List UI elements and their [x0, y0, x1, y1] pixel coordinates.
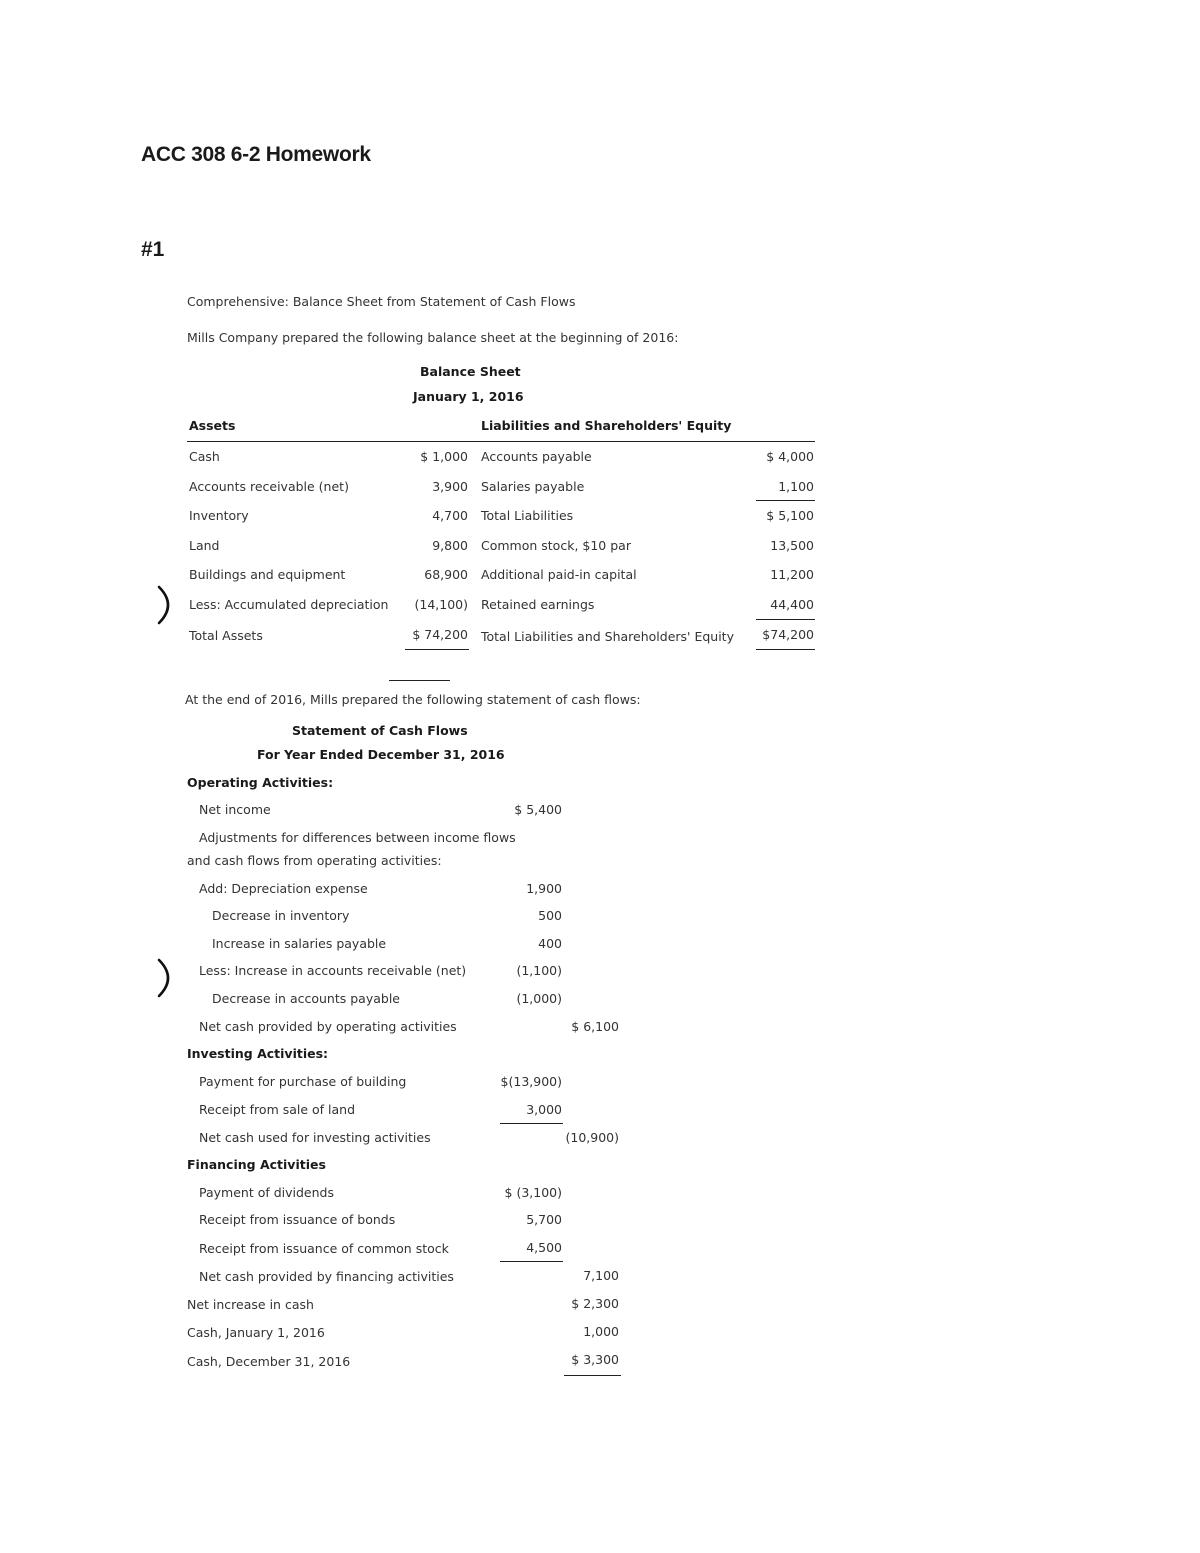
asset-label: Buildings and equipment: [189, 567, 346, 582]
asset-label: Total Assets: [189, 628, 263, 643]
depreciation-value: 1,900: [526, 881, 562, 896]
net-operating-label: Net cash provided by operating activities: [199, 1019, 457, 1034]
liability-value: 13,500: [770, 538, 814, 553]
liability-label: Retained earnings: [481, 597, 595, 612]
asset-label: Land: [189, 538, 220, 553]
liability-value: 11,200: [770, 567, 814, 582]
cash-end-value: $ 3,300: [571, 1352, 619, 1367]
liability-value: $74,200: [762, 627, 814, 642]
liability-value: 1,100: [778, 479, 814, 494]
ap-decrease-label: Decrease in accounts payable: [212, 991, 400, 1006]
liability-value: $ 5,100: [766, 508, 814, 523]
bonds-label: Receipt from issuance of bonds: [199, 1212, 396, 1227]
liabilities-header: Liabilities and Shareholders' Equity: [481, 418, 732, 433]
total-rule: [756, 649, 815, 650]
asset-value: (14,100): [414, 597, 468, 612]
net-financing-value: 7,100: [583, 1268, 619, 1283]
net-investing-value: (10,900): [565, 1130, 619, 1145]
net-increase-value: $ 2,300: [571, 1296, 619, 1311]
liability-value: $ 4,000: [766, 449, 814, 464]
ar-increase-label: Less: Increase in accounts receivable (net): [199, 963, 467, 978]
liability-label: Additional paid-in capital: [481, 567, 637, 582]
land-sale-value: 3,000: [526, 1102, 562, 1117]
dividends-value: $ (3,100): [504, 1185, 562, 1200]
cash-flow-period: For Year Ended December 31, 2016: [257, 747, 505, 762]
liability-label: Total Liabilities: [481, 508, 574, 523]
ar-increase-value: (1,100): [516, 963, 562, 978]
document-title: ACC 308 6-2 Homework: [141, 143, 371, 166]
balance-sheet-title: Balance Sheet: [420, 364, 521, 379]
asset-label: Accounts receivable (net): [189, 479, 349, 494]
adjustments-label-cont: and cash flows from operating activities:: [187, 853, 442, 868]
liability-label: Common stock, $10 par: [481, 538, 631, 553]
subtotal-rule: [500, 1123, 563, 1124]
total-rule: [564, 1375, 621, 1376]
cash-begin-label: Cash, January 1, 2016: [187, 1325, 325, 1340]
cash-begin-value: 1,000: [583, 1324, 619, 1339]
asset-label: Inventory: [189, 508, 249, 523]
balance-sheet-date: January 1, 2016: [413, 389, 524, 404]
liability-label: Salaries payable: [481, 479, 585, 494]
dividends-label: Payment of dividends: [199, 1185, 334, 1200]
inventory-decrease-value: 500: [538, 908, 562, 923]
net-income-label: Net income: [199, 802, 271, 817]
problem-intro: Mills Company prepared the following balance sheet at the beginning of 2016:: [187, 330, 679, 345]
total-rule: [405, 649, 469, 650]
question-number: #1: [141, 238, 165, 261]
assets-header: Assets: [189, 418, 236, 433]
adjustments-label: Adjustments for differences between income flows: [199, 830, 516, 845]
asset-value: 3,900: [432, 479, 468, 494]
liability-value: 44,400: [770, 597, 814, 612]
net-operating-value: $ 6,100: [571, 1019, 619, 1034]
cash-end-label: Cash, December 31, 2016: [187, 1354, 351, 1369]
salaries-increase-label: Increase in salaries payable: [212, 936, 387, 951]
liability-label: Total Liabilities and Shareholders' Equity: [481, 629, 734, 644]
building-purchase-value: $(13,900): [500, 1074, 562, 1089]
inventory-decrease-label: Decrease in inventory: [212, 908, 350, 923]
investing-header: Investing Activities:: [187, 1046, 329, 1061]
subtotal-rule: [500, 1261, 563, 1262]
building-purchase-label: Payment for purchase of building: [199, 1074, 407, 1089]
financing-header: Financing Activities: [187, 1157, 326, 1172]
asset-value: $ 74,200: [412, 627, 468, 642]
asset-value: 9,800: [432, 538, 468, 553]
depreciation-label: Add: Depreciation expense: [199, 881, 368, 896]
problem-title: Comprehensive: Balance Sheet from Statement of Cash Flows: [187, 294, 576, 309]
net-financing-label: Net cash provided by financing activities: [199, 1269, 454, 1284]
bracket-mark-icon: [155, 585, 181, 625]
asset-value: 68,900: [424, 567, 468, 582]
ap-decrease-value: (1,000): [516, 991, 562, 1006]
operating-header: Operating Activities:: [187, 775, 334, 790]
net-investing-label: Net cash used for investing activities: [199, 1130, 431, 1145]
cash-flow-intro: At the end of 2016, Mills prepared the following statement of cash flows:: [185, 692, 641, 707]
common-stock-label: Receipt from issuance of common stock: [199, 1241, 449, 1256]
header-rule: [187, 441, 815, 442]
asset-value: 4,700: [432, 508, 468, 523]
land-sale-label: Receipt from sale of land: [199, 1102, 356, 1117]
separator-rule: [389, 680, 450, 681]
cash-flow-title: Statement of Cash Flows: [292, 723, 468, 738]
asset-label: Less: Accumulated depreciation: [189, 597, 389, 612]
liability-label: Accounts payable: [481, 449, 592, 464]
asset-value: $ 1,000: [420, 449, 468, 464]
bracket-mark-icon: [155, 958, 181, 998]
salaries-increase-value: 400: [538, 936, 562, 951]
asset-label: Cash: [189, 449, 220, 464]
common-stock-value: 4,500: [526, 1240, 562, 1255]
net-increase-label: Net increase in cash: [187, 1297, 314, 1312]
subtotal-rule: [756, 500, 815, 501]
net-income-value: $ 5,400: [514, 802, 562, 817]
bonds-value: 5,700: [526, 1212, 562, 1227]
subtotal-rule: [756, 619, 815, 620]
